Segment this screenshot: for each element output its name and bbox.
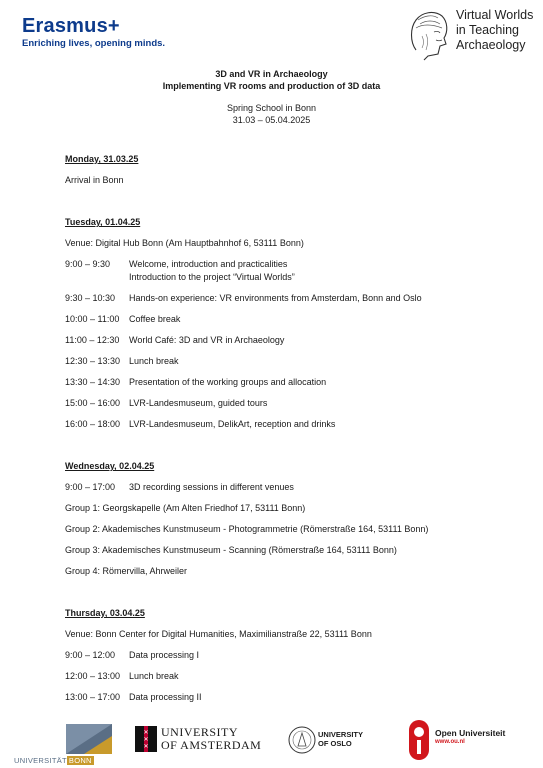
uio-line: UNIVERSITY [318,730,364,739]
schedule-time: 9:00 – 17:00 [65,482,116,492]
desc-line: Presentation of the working groups and allocation [129,377,327,387]
schedule-row [65,482,505,493]
desc-line: LVR-Landesmuseum, guided tours [129,398,268,408]
schedule-desc [129,335,284,346]
day-wednesday [65,461,505,577]
schedule-desc [129,482,294,493]
schedule-time: 16:00 – 18:00 [65,419,121,429]
bonn-emblem-icon [14,724,114,754]
university-of-amsterdam-logo [135,725,262,757]
svg-text:✕: ✕ [143,736,149,743]
university-of-oslo-logo [288,726,364,759]
venue-line: Venue: Bonn Center for Digital Humanities, Maximilianstraße 22, 53111 Bonn [65,629,372,639]
document-title [0,68,543,126]
desc-line: LVR-Landesmuseum, DelikArt, reception and drinks [129,419,336,429]
day-thursday [65,608,505,703]
schedule-time: 10:00 – 11:00 [65,314,120,324]
erasmus-logo [22,16,165,49]
day-title: Thursday, 03.04.25 [65,608,145,618]
schedule-row [65,377,505,388]
schedule-row [65,259,505,283]
svg-text:✕: ✕ [143,729,149,736]
ou-url: www.ou.nl [435,739,465,745]
schedule-desc [129,314,180,325]
schedule-desc [129,650,199,661]
schedule-row [65,650,505,661]
subtitle-event: Spring School in Bonn [226,103,317,113]
schedule-desc [129,377,326,388]
schedule-time: 9:00 – 12:00 [65,650,116,660]
schedule-time: 15:00 – 16:00 [65,398,121,408]
virtual-worlds-logo [406,6,538,62]
virtual-worlds-text [456,8,533,53]
schedule-desc [129,671,179,682]
group-line: Group 1: Georgskapelle (Am Alten Friedhof 17, 53111 Bonn) [65,503,306,513]
desc-line: World Café: 3D and VR in Archaeology [129,335,285,345]
bonn-label [14,756,94,765]
group-line: Group 4: Römervilla, Ahrweiler [65,566,188,576]
bonn-label-b: BONN [68,756,92,765]
vw-line: in Teaching [456,23,520,37]
ou-name: Open Universiteit [435,728,506,738]
day-line: Arrival in Bonn [65,175,124,185]
uio-seal-icon [288,726,316,754]
day-title: Monday, 31.03.25 [65,154,139,164]
svg-text:✕: ✕ [143,743,149,750]
open-universiteit-logo [407,718,506,767]
schedule-time: 12:30 – 13:30 [65,356,121,366]
universitaet-bonn-logo [14,724,114,764]
schedule-time: 13:30 – 14:30 [65,377,121,387]
vw-line: Virtual Worlds [456,8,534,22]
schedule-desc [129,398,267,409]
schedule-row [65,356,505,367]
schedule-time: 9:00 – 9:30 [65,259,111,269]
erasmus-brand: Erasmus+ [22,15,120,37]
vw-line: Archaeology [456,38,526,52]
desc-line: Lunch break [129,356,179,366]
uio-text [318,730,363,748]
erasmus-tagline: Enriching lives, opening minds. [22,38,166,49]
programme [65,154,505,714]
desc-line: Data processing II [129,692,202,702]
schedule-row [65,398,505,409]
uva-text [161,726,261,752]
desc-line: 3D recording sessions in different venues [129,482,294,492]
bonn-label-a: UNIVERSITÄT [14,756,67,765]
schedule-time: 11:00 – 12:30 [65,335,120,345]
ou-mark-icon [407,718,431,762]
uio-line: OF OSLO [318,739,352,748]
day-monday [65,154,505,186]
schedule-desc [129,692,202,703]
desc-line: Hands-on experience: VR environments from Amsterdam, Bonn and Oslo [129,293,422,303]
title-line-1: 3D and VR in Archaeology [215,69,328,79]
head-sketch-icon [406,6,454,62]
schedule-time: 9:30 – 10:30 [65,293,116,303]
schedule-row [65,692,505,703]
schedule-row [65,314,505,325]
schedule-desc [129,419,335,430]
subtitle-dates: 31.03 – 05.04.2025 [232,115,311,125]
schedule-row [65,671,505,682]
schedule-row [65,335,505,346]
schedule-row [65,293,505,304]
uva-line: OF AMSTERDAM [161,738,262,752]
day-title: Wednesday, 02.04.25 [65,461,155,471]
desc-line: Welcome, introduction and practicalities [129,259,288,269]
partner-logos [0,712,543,768]
schedule-desc [129,356,179,367]
venue-line: Venue: Digital Hub Bonn (Am Hauptbahnhof 6, 53111 Bonn) [65,238,304,248]
group-line: Group 2: Akademisches Kunstmuseum - Photogrammetrie (Römerstraße 164, 53111 Bonn) [65,524,429,534]
schedule-time: 12:00 – 13:00 [65,671,121,681]
desc-line: Lunch break [129,671,179,681]
desc-line: Coffee break [129,314,181,324]
schedule-desc [129,259,295,283]
title-line-2: Implementing VR rooms and production of 3D data [162,81,381,91]
group-line: Group 3: Akademisches Kunstmuseum - Scanning (Römerstraße 164, 53111 Bonn) [65,545,397,555]
uva-line: UNIVERSITY [161,725,238,739]
schedule-row [65,419,505,430]
uva-shield-icon [135,726,157,752]
desc-line: Data processing I [129,650,200,660]
schedule-desc [129,293,422,304]
day-tuesday [65,217,505,430]
desc-line: Introduction to the project “Virtual Worlds” [129,272,295,282]
schedule-time: 13:00 – 17:00 [65,692,121,702]
day-title: Tuesday, 01.04.25 [65,217,141,227]
